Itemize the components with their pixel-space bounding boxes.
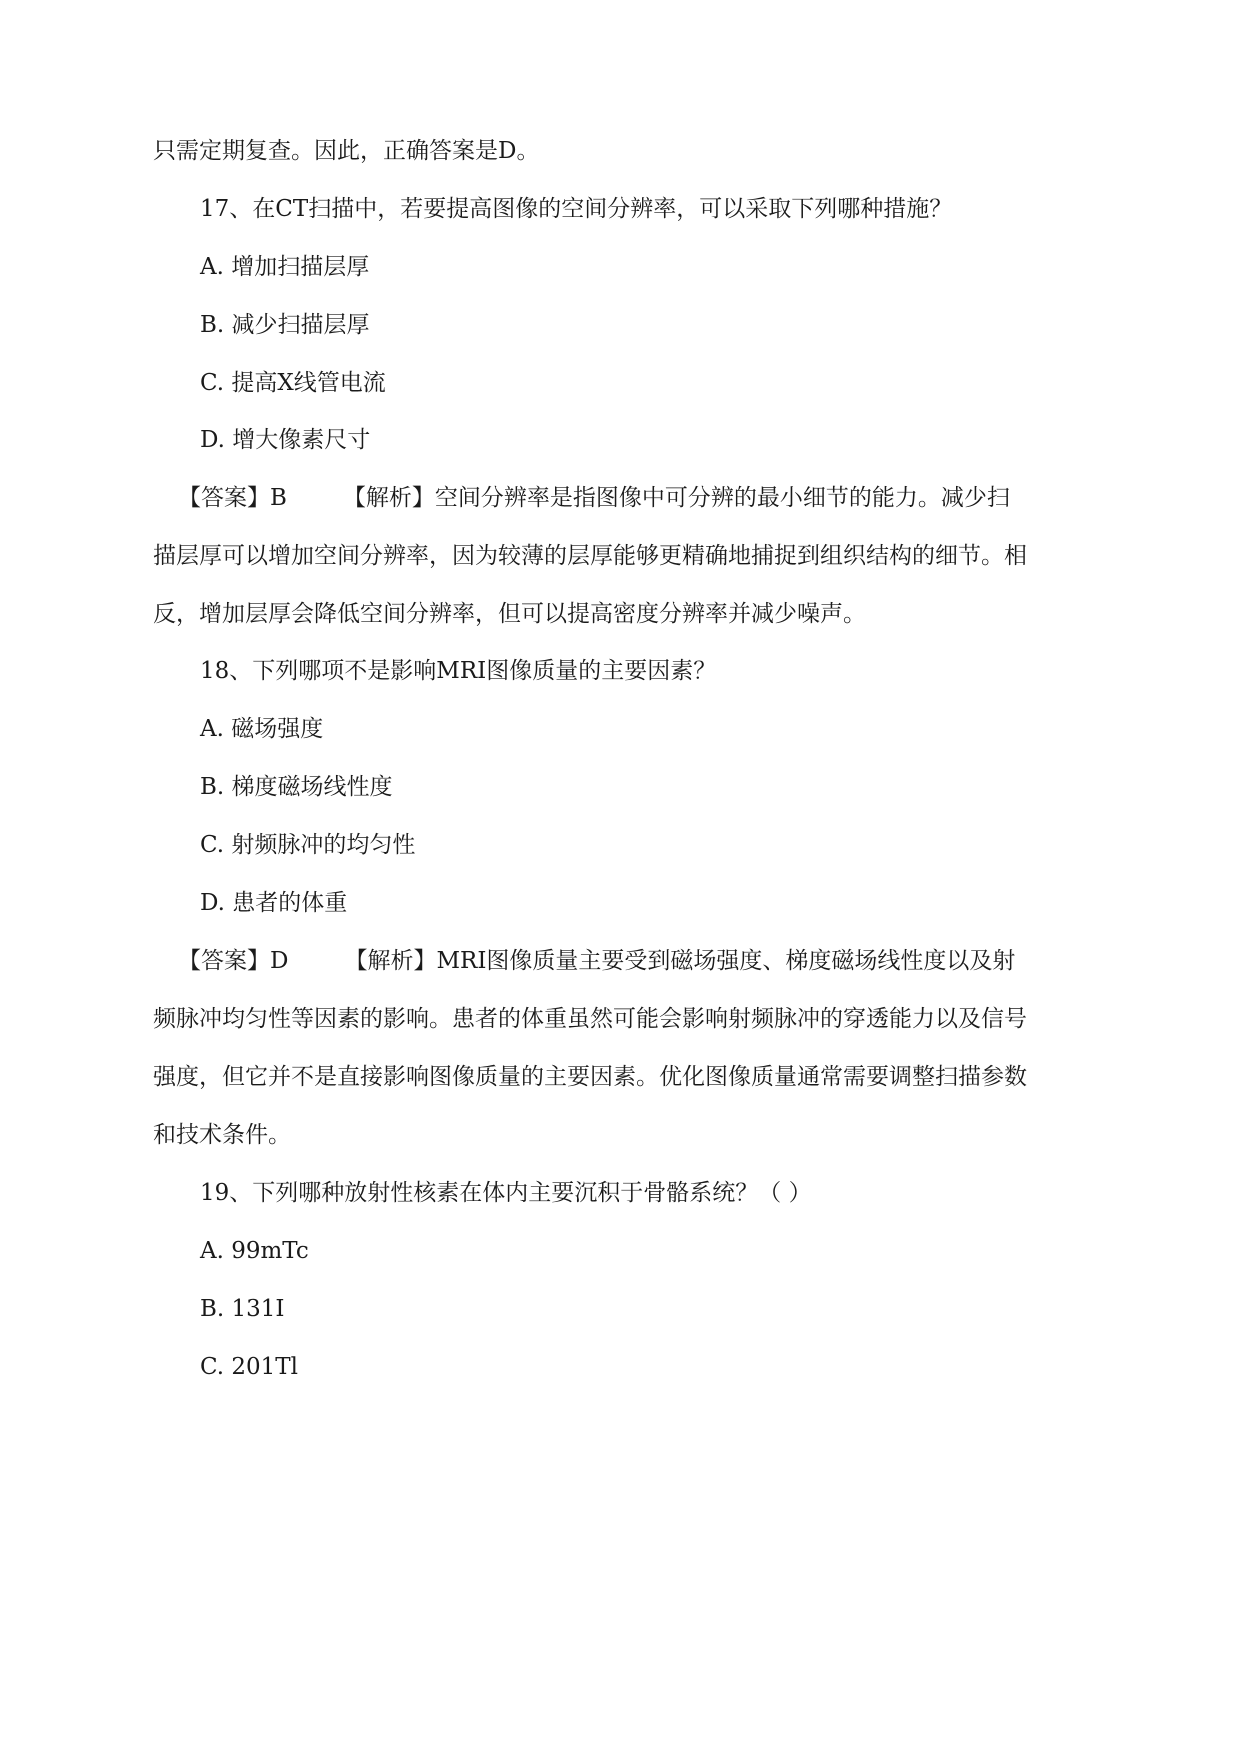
text-line: 强度，但它并不是直接影响图像质量的主要因素。优化图像质量通常需要调整扫描参数 bbox=[153, 1064, 1027, 1090]
text-line: 频脉冲均匀性等因素的影响。患者的体重虽然可能会影响射频脉冲的穿透能力以及信号 bbox=[153, 1006, 1027, 1032]
answer-label: 【答案】D bbox=[178, 948, 289, 974]
question-17: 17、在CT扫描中，若要提高图像的空间分辨率，可以采取下列哪种措施？ bbox=[200, 196, 953, 222]
text-line: 反，增加层厚会降低空间分辨率，但可以提高密度分辨率并减少噪声。 bbox=[153, 601, 866, 627]
text-line: 描层厚可以增加空间分辨率，因为较薄的层厚能够更精确地捕捉到组织结构的细节。相 bbox=[153, 543, 1027, 569]
answer-explanation-18 bbox=[178, 946, 1111, 976]
option-b: B. 梯度磁场线性度 bbox=[200, 774, 393, 800]
explanation-text: 【解析】MRI图像质量主要受到磁场强度、梯度磁场线性度以及射 bbox=[344, 948, 1016, 974]
question-19: 19、下列哪种放射性核素在体内主要沉积于骨骼系统？（ ） bbox=[200, 1180, 812, 1206]
option-d: D. 增大像素尺寸 bbox=[200, 427, 371, 453]
option-a: A. 99mTc bbox=[200, 1238, 309, 1264]
option-d: D. 患者的体重 bbox=[200, 890, 348, 916]
option-c: C. 201Tl bbox=[200, 1354, 298, 1380]
option-b: B. 减少扫描层厚 bbox=[200, 312, 370, 338]
text-line: 只需定期复查。因此，正确答案是D。 bbox=[153, 138, 540, 164]
option-a: A. 磁场强度 bbox=[200, 716, 324, 742]
option-c: C. 射频脉冲的均匀性 bbox=[200, 832, 416, 858]
option-b: B. 131I bbox=[200, 1296, 285, 1322]
option-c: C. 提高X线管电流 bbox=[200, 370, 386, 396]
question-18: 18、下列哪项不是影响MRI图像质量的主要因素？ bbox=[200, 658, 717, 684]
answer-label: 【答案】B bbox=[178, 485, 287, 511]
option-a: A. 增加扫描层厚 bbox=[200, 254, 370, 280]
explanation-text: 【解析】空间分辨率是指图像中可分辨的最小细节的能力。减少扫 bbox=[342, 485, 1010, 511]
answer-explanation-17 bbox=[178, 483, 1111, 513]
text-line: 和技术条件。 bbox=[153, 1122, 291, 1148]
